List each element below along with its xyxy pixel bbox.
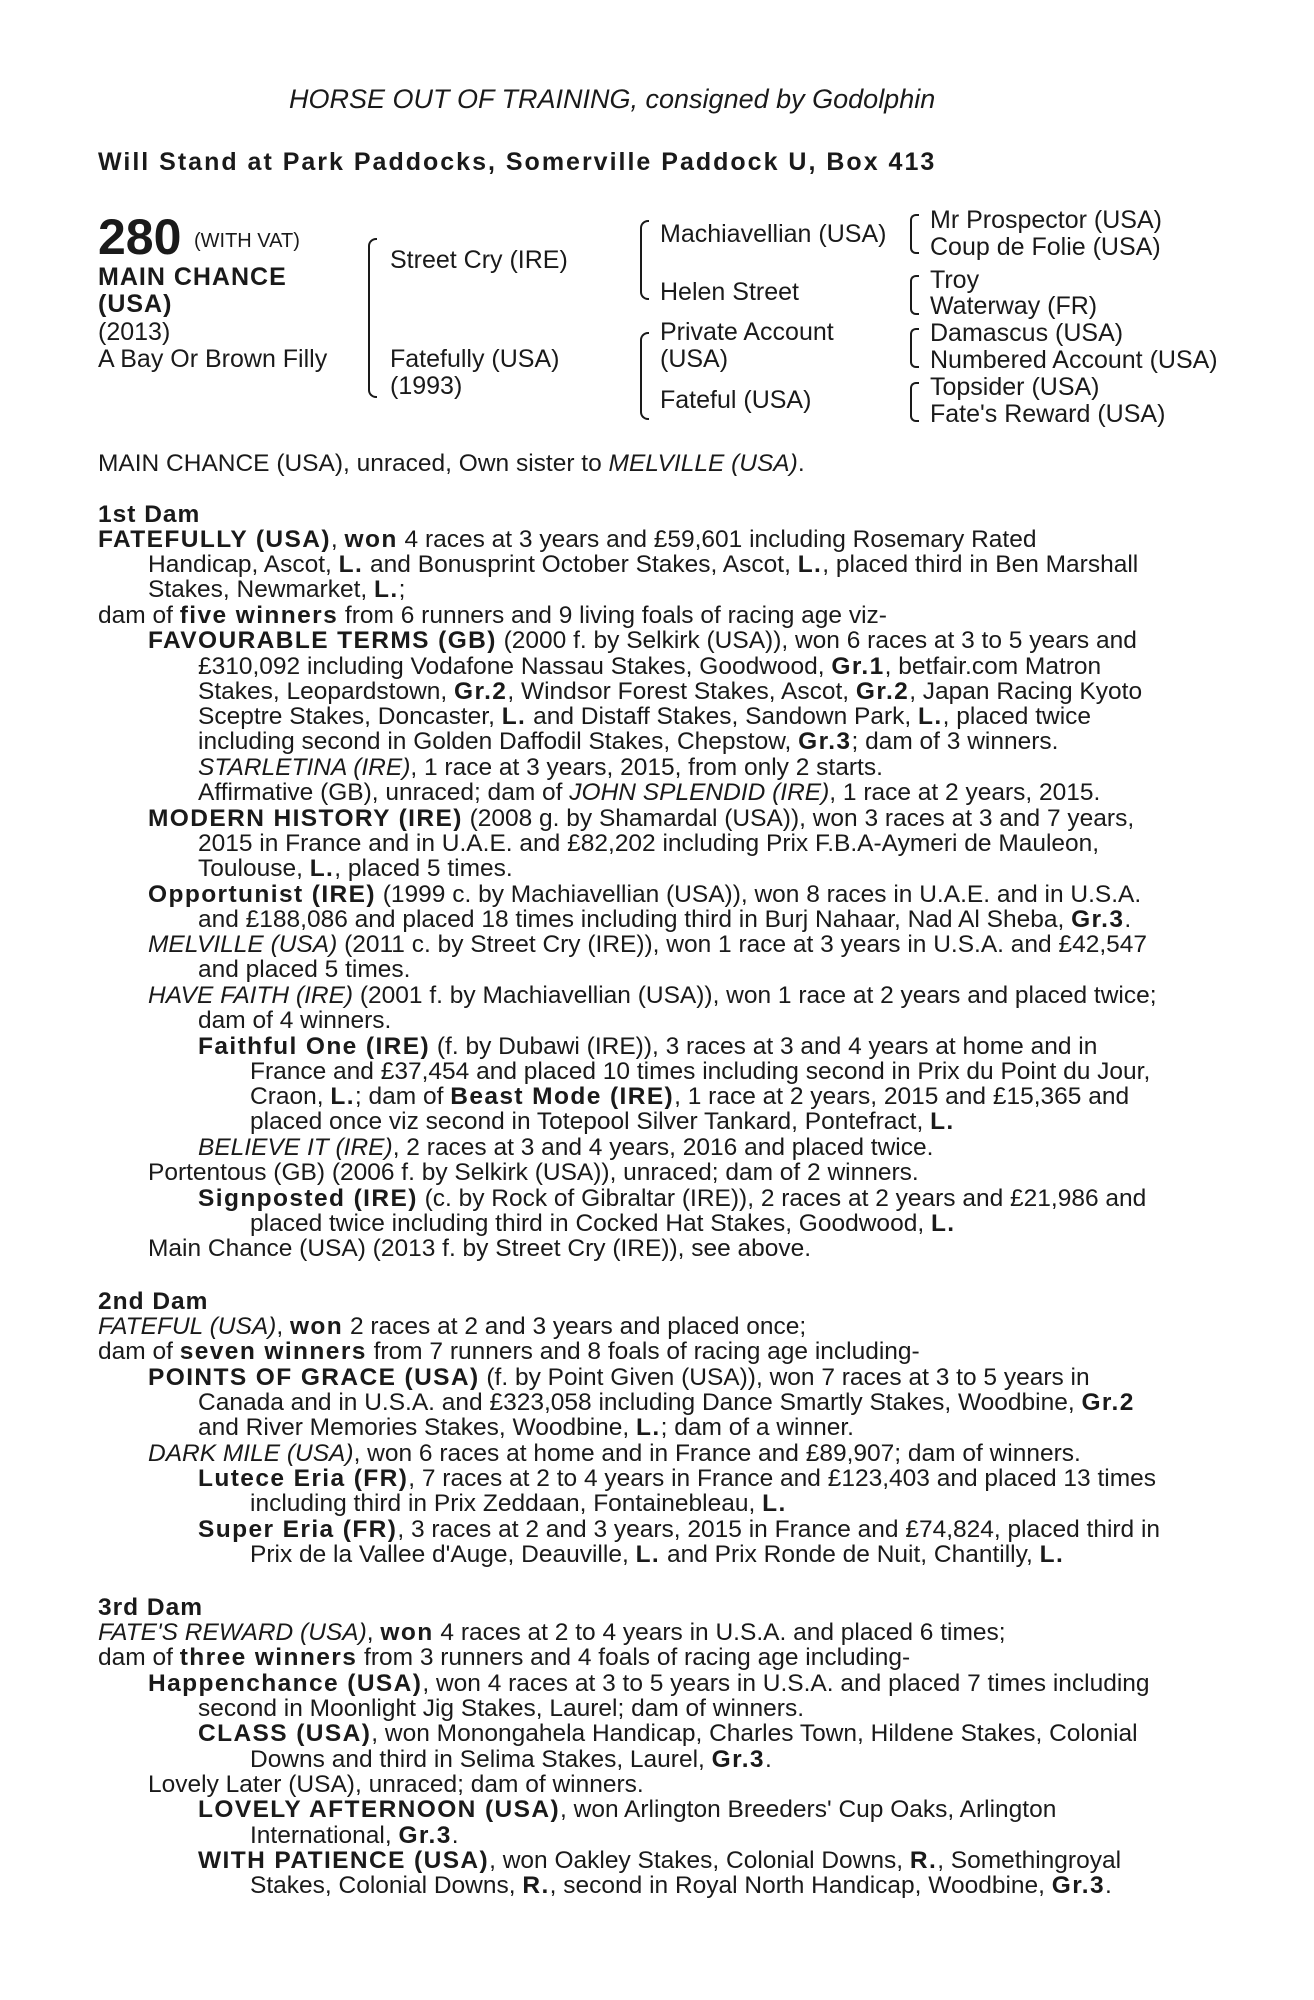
- second-dam-line: Canada and in U.S.A. and £323,058 including Dance Smartly Stakes, Woodbine, Gr.2: [198, 1389, 1135, 1416]
- second-dam-line: Lutece Eria (FR), 7 races at 2 to 4 years in France and £123,403 and placed 13 times: [198, 1465, 1156, 1492]
- first-dam-heading: 1st Dam: [98, 501, 201, 528]
- pedigree-g2: Coup de Folie (USA): [930, 233, 1161, 261]
- first-dam-line: Craon, L.; dam of Beast Mode (IRE), 1 race at 2 years, 2015 and £15,365 and: [250, 1083, 1130, 1110]
- second-dam-line: Super Eria (FR), 3 races at 2 and 3 years, 2015 in France and £74,824, placed third in: [198, 1516, 1161, 1543]
- pedigree-dam-sire: Private Account: [660, 318, 834, 346]
- first-dam-line: including second in Golden Daffodil Stakes, Chepstow, Gr.3; dam of 3 winners.: [198, 728, 1059, 755]
- first-dam-line: STARLETINA (IRE), 1 race at 3 years, 2015, from only 2 starts.: [198, 754, 883, 781]
- second-dam-line: POINTS OF GRACE (USA) (f. by Point Given (USA)), won 7 races at 3 to 5 years in: [148, 1364, 1090, 1391]
- first-dam-line: Portentous (GB) (2006 f. by Selkirk (USA)), unraced; dam of 2 winners.: [148, 1159, 919, 1186]
- pedigree-sire: Street Cry (IRE): [390, 246, 568, 274]
- first-dam-line: Toulouse, L., placed 5 times.: [198, 855, 513, 882]
- third-dam-line: WITH PATIENCE (USA), won Oakley Stakes, Colonial Downs, R., Somethingroyal: [198, 1847, 1122, 1874]
- vat-note: (WITH VAT): [194, 230, 300, 252]
- second-dam-line: including third in Prix Zeddaan, Fontainebleau, L.: [250, 1490, 787, 1517]
- first-dam-line: Handicap, Ascot, L. and Bonusprint October Stakes, Ascot, L., placed third in Ben Marshall: [148, 551, 1139, 578]
- second-dam-line: FATEFUL (USA), won 2 races at 2 and 3 years and placed once;: [98, 1313, 807, 1340]
- pedigree-g5: Damascus (USA): [930, 319, 1124, 347]
- pedigree-dam-dam: Fateful (USA): [660, 386, 812, 414]
- summary-line: MAIN CHANCE (USA), unraced, Own sister to MELVILLE (USA).: [98, 450, 805, 477]
- pedigree-g8: Fate's Reward (USA): [930, 400, 1166, 428]
- first-dam-line: Affirmative (GB), unraced; dam of JOHN SPLENDID (IRE), 1 race at 2 years, 2015.: [198, 779, 1101, 806]
- gen3-brace-4: [910, 382, 919, 422]
- first-dam-line: MELVILLE (USA) (2011 c. by Street Cry (IRE)), won 1 race at 3 years in U.S.A. and £42,547: [148, 931, 1148, 958]
- first-dam-line: placed twice including third in Cocked Hat Stakes, Goodwood, L.: [250, 1210, 956, 1237]
- first-dam-line: France and £37,454 and placed 10 times including second in Prix du Point du Jour,: [250, 1058, 1151, 1085]
- second-dam-line: dam of seven winners from 7 runners and 8 foals of racing age including-: [98, 1338, 920, 1365]
- catalogue-heading: HORSE OUT OF TRAINING, consigned by Godolphin: [289, 84, 936, 114]
- foaling-year: (2013): [98, 318, 171, 346]
- second-dam-heading: 2nd Dam: [98, 1288, 209, 1315]
- pedigree-dam: Fatefully (USA): [390, 345, 560, 373]
- first-dam-line: Main Chance (USA) (2013 f. by Street Cry (IRE)), see above.: [148, 1235, 812, 1262]
- first-dam-line: £310,092 including Vodafone Nassau Stakes, Goodwood, Gr.1, betfair.com Matron: [198, 653, 1102, 680]
- gen3-brace-2: [910, 275, 919, 315]
- third-dam-line: Downs and third in Selima Stakes, Laurel, Gr.3.: [250, 1746, 772, 1773]
- pedigree-dam-sire-country: (USA): [660, 345, 729, 373]
- pedigree-sire-dam: Helen Street: [660, 278, 799, 306]
- third-dam-line: CLASS (USA), won Monongahela Handicap, Charles Town, Hildene Stakes, Colonial: [198, 1720, 1138, 1747]
- first-dam-line: and £188,086 and placed 18 times including third in Burj Nahaar, Nad Al Sheba, Gr.3.: [198, 906, 1132, 933]
- second-dam-line: DARK MILE (USA), won 6 races at home and in France and £89,907; dam of winners.: [148, 1440, 1081, 1467]
- pedigree-dam-year: (1993): [390, 372, 463, 400]
- first-dam-line: HAVE FAITH (IRE) (2001 f. by Machiavellian (USA)), won 1 race at 2 years and placed twice;: [148, 982, 1157, 1009]
- pedigree-g4: Waterway (FR): [930, 292, 1098, 320]
- third-dam-line: LOVELY AFTERNOON (USA), won Arlington Breeders' Cup Oaks, Arlington: [198, 1796, 1057, 1823]
- pedigree-g7: Topsider (USA): [930, 373, 1100, 401]
- first-dam-line: Stakes, Leopardstown, Gr.2, Windsor Forest Stakes, Ascot, Gr.2, Japan Racing Kyoto: [198, 678, 1143, 705]
- first-dam-line: dam of 4 winners.: [198, 1007, 392, 1034]
- first-dam-line: FATEFULLY (USA), won 4 races at 3 years and £59,601 including Rosemary Rated: [98, 526, 1037, 553]
- sire-line-brace: [640, 220, 649, 300]
- second-dam-line: and River Memories Stakes, Woodbine, L.; dam of a winner.: [198, 1414, 854, 1441]
- first-dam-line: BELIEVE IT (IRE), 2 races at 3 and 4 years, 2016 and placed twice.: [198, 1134, 934, 1161]
- gen3-brace-1: [910, 214, 919, 254]
- first-dam-line: Faithful One (IRE) (f. by Dubawi (IRE)), 3 races at 3 and 4 years at home and in: [198, 1033, 1098, 1060]
- third-dam-line: FATE'S REWARD (USA), won 4 races at 2 to 4 years in U.S.A. and placed 6 times;: [98, 1619, 1006, 1646]
- horse-description: A Bay Or Brown Filly: [98, 345, 328, 373]
- first-dam-line: Stakes, Newmarket, L.;: [148, 576, 406, 603]
- gen3-brace-3: [910, 328, 919, 368]
- horse-name: MAIN CHANCE: [98, 263, 287, 291]
- pedigree-sire-sire: Machiavellian (USA): [660, 220, 887, 248]
- third-dam-line: Stakes, Colonial Downs, R., second in Royal North Handicap, Woodbine, Gr.3.: [250, 1872, 1112, 1899]
- first-dam-line: Sceptre Stakes, Doncaster, L. and Distaff Stakes, Sandown Park, L., placed twice: [198, 703, 1092, 730]
- first-dam-line: FAVOURABLE TERMS (GB) (2000 f. by Selkirk (USA)), won 6 races at 3 to 5 years and: [148, 627, 1137, 654]
- pedigree-g6: Numbered Account (USA): [930, 346, 1218, 374]
- first-dam-line: Signposted (IRE) (c. by Rock of Gibraltar (IRE)), 2 races at 2 years and £21,986 and: [198, 1185, 1147, 1212]
- second-dam-line: Prix de la Vallee d'Auge, Deauville, L. and Prix Ronde de Nuit, Chantilly, L.: [250, 1541, 1065, 1568]
- first-dam-line: MODERN HISTORY (IRE) (2008 g. by Shamardal (USA)), won 3 races at 3 and 7 years,: [148, 805, 1135, 832]
- third-dam-line: Lovely Later (USA), unraced; dam of winners.: [148, 1771, 644, 1798]
- sire-dam-brace: [368, 238, 377, 398]
- lot-number: 280: [98, 209, 182, 265]
- first-dam-line: placed once viz second in Totepool Silver Tankard, Pontefract, L.: [250, 1108, 955, 1135]
- pedigree-g1: Mr Prospector (USA): [930, 206, 1162, 234]
- third-dam-line: International, Gr.3.: [250, 1822, 459, 1849]
- pedigree-g3: Troy: [930, 266, 980, 294]
- third-dam-line: second in Moonlight Jig Stakes, Laurel; dam of winners.: [198, 1695, 805, 1722]
- first-dam-line: Opportunist (IRE) (1999 c. by Machiavellian (USA)), won 8 races in U.A.E. and in U.S.A.: [148, 881, 1142, 908]
- third-dam-line: dam of three winners from 3 runners and 4 foals of racing age including-: [98, 1644, 911, 1671]
- third-dam-line: Happenchance (USA), won 4 races at 3 to 5 years in U.S.A. and placed 7 times including: [148, 1670, 1150, 1697]
- third-dam-heading: 3rd Dam: [98, 1594, 204, 1621]
- location-heading: Will Stand at Park Paddocks, Somerville Paddock U, Box 413: [98, 148, 937, 176]
- first-dam-line: dam of five winners from 6 runners and 9 living foals of racing age viz-: [98, 602, 887, 629]
- first-dam-line: and placed 5 times.: [198, 956, 411, 983]
- first-dam-line: 2015 in France and in U.A.E. and £82,202 including Prix F.B.A-Aymeri de Mauleon,: [198, 830, 1100, 857]
- dam-line-brace: [640, 332, 649, 420]
- horse-country: (USA): [98, 290, 173, 318]
